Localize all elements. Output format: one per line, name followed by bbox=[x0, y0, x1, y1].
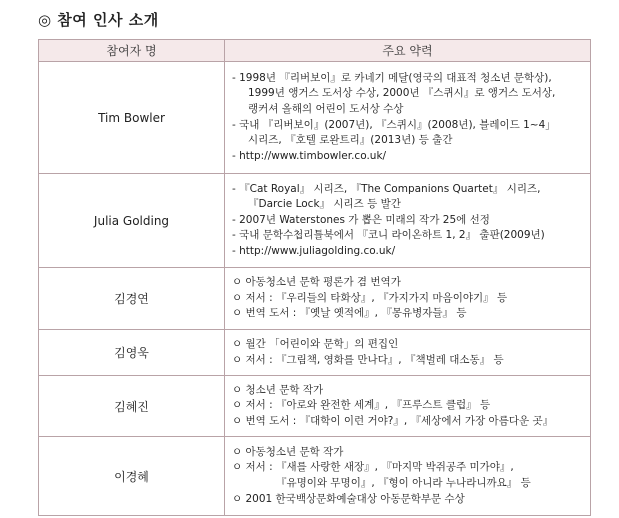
table-row bbox=[39, 376, 591, 437]
career-line: 시리즈, 『호텔 로완트리』(2013년) 등 출간 bbox=[248, 134, 453, 147]
career-line: - 『Cat Royal』 시리즈, 『The Companions Quartet』 시리즈, bbox=[232, 182, 541, 195]
career-line: 『Darcie Lock』 시리즈 등 발간 bbox=[248, 198, 401, 211]
career-line: ㅇ 번역 도서 : 『옛날 옛적에』, 『몽유병자들』 등 bbox=[232, 307, 467, 320]
participant-name: 김경연 bbox=[39, 268, 225, 330]
career-line: ㅇ 저서 : 『아로와 완전한 세계』, 『프루스트 클럽』 등 bbox=[232, 399, 491, 412]
participant-name: Julia Golding bbox=[39, 174, 225, 268]
career-line: 랭커셔 올해의 어린이 도서상 수상 bbox=[248, 102, 404, 115]
career-cell bbox=[225, 174, 591, 268]
career-line: ㅇ 저서 : 『우리들의 타화상』, 『가지가지 마음이야기』 등 bbox=[232, 291, 508, 304]
career-line: ㅇ 저서 : 『새를 사랑한 새장』, 『마지막 박쥐공주 미가야』, bbox=[232, 461, 514, 474]
table-row bbox=[39, 268, 591, 330]
career-line: - 국내 문학수첩리틀북에서 『코니 라이온하트 1, 2』 출판(2009년) bbox=[232, 229, 545, 242]
career-line: - 국내 『리버보이』(2007년), 『스퀴시』(2008년), 블레이드 1~4」 bbox=[232, 118, 556, 131]
career-line: ㅇ 저서 : 『그림책, 영화를 만나다』, 『책벌레 대소동』 등 bbox=[232, 353, 504, 366]
participant-name: 이경혜 bbox=[39, 437, 225, 516]
table-header-row bbox=[39, 40, 591, 62]
career-cell bbox=[225, 268, 591, 330]
career-cell bbox=[225, 62, 591, 174]
career-line: ㅇ 아동청소년 문학 평론가 겸 번역가 bbox=[232, 276, 401, 289]
participant-name: 김영욱 bbox=[39, 330, 225, 376]
participant-name: Tim Bowler bbox=[39, 62, 225, 174]
career-line: ㅇ 월간 「어린이와 문학」의 편집인 bbox=[232, 337, 399, 350]
career-cell bbox=[225, 376, 591, 437]
table-row bbox=[39, 174, 591, 268]
career-cell bbox=[225, 437, 591, 516]
table-row bbox=[39, 437, 591, 516]
participant-name: 김혜진 bbox=[39, 376, 225, 437]
career-line: - 2007년 Waterstones 가 뽑은 미래의 작가 25에 선정 bbox=[232, 213, 490, 226]
career-cell bbox=[225, 330, 591, 376]
table-row bbox=[39, 62, 591, 174]
page-title: ◎ 참여 인사 소개 bbox=[38, 11, 159, 29]
career-line: ㅇ 청소년 문학 작가 bbox=[232, 383, 324, 396]
career-line: - 1998년 『리버보이』로 카네기 메달(영국의 대표적 청소년 문학상), bbox=[232, 71, 552, 84]
career-line: ㅇ 번역 도서 : 『대학이 이런 거야?』, 『세상에서 가장 아름다운 곳』 bbox=[232, 414, 554, 427]
career-line: ㅇ 아동청소년 문학 작가 bbox=[232, 445, 344, 458]
career-line: - http://www.juliagolding.co.uk/ bbox=[232, 244, 396, 257]
career-line: - http://www.timbowler.co.uk/ bbox=[232, 149, 387, 162]
column-header-career: 주요 약력 bbox=[225, 40, 591, 62]
column-header-name: 참여자 명 bbox=[39, 40, 225, 62]
career-line: 1999년 앵거스 도서상 수상, 2000년 『스퀴시』로 앵거스 도서상, bbox=[248, 87, 556, 100]
career-line: ㅇ 2001 한국백상문화예술대상 아동문학부문 수상 bbox=[232, 492, 465, 505]
career-line: 『유명이와 무명이』, 『형이 아니라 누나라니까요』 등 bbox=[276, 477, 531, 489]
participant-table bbox=[38, 39, 591, 516]
table-row bbox=[39, 330, 591, 376]
